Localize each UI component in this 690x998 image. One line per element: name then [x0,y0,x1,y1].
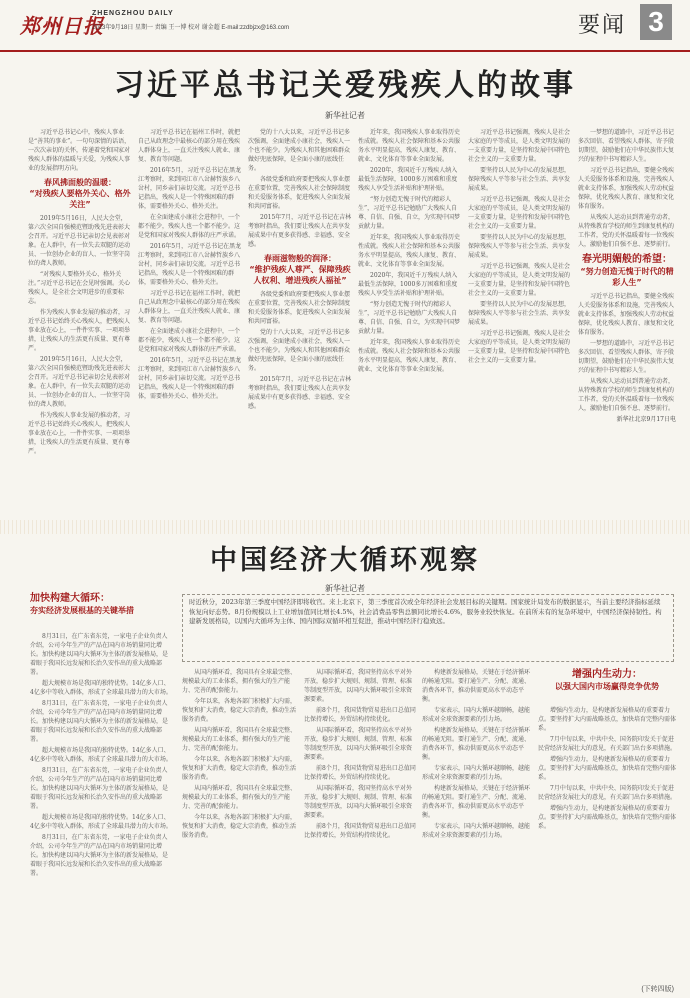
story1-column-2 [138,128,242,514]
paragraph: 一梦想的道路中，习近平总书记多次回信、看望残疾人群体，寄予殷切期望，鼓励他们在中华民族伟大复兴的征程中书写精彩人生。 [578,129,675,163]
paragraph: 前8个月，我国货物贸易进出口总值同比保持增长，外贸结构持续优化。 [304,823,416,839]
paragraph: 2016年5月，习近平总书记在黑龙江考察时，来到同江市八岔赫哲族乡八岔村，同乡亲们亲切交流。习近平总书记指出，残疾人是一个特殊困难的群体，需要格外关心、格外关注。 [138,357,242,400]
paragraph: 从国内循环看，我国具有全球最完整、规模最大的工业体系，拥有强大的生产能力、完善的配套能力。 [182,785,297,810]
paragraph: 构建新发展格局，关键在于经济循环的畅通无阻。要打通生产、分配、流通、消费各环节，推动供需更高水平动态平衡。 [422,669,531,703]
paragraph: 专家表示，国内大循环越顺畅，越能形成对全球资源要素的引力场。 [422,823,531,839]
story1-subhead-1: “对残疾人要格外关心、格外关注” [29,189,131,209]
paragraph: 习近平总书记指出，要健全残疾人关爱服务体系和设施，完善残疾人就业支持体系，加强残疾人劳动权益保障，优化残疾人教育、康复和文化体育服务。 [578,167,675,210]
story2-column-2 [182,668,298,982]
story2-column-5 [538,706,676,982]
story2-summary: 时近秋分，2023年第三季度中国经济即将收官。来上北京下，第三季度首次或全年经济社会发展目标的关键期。国家统计局发布的数据显示，当前主要经济指标延续恢复向好态势。8月份规模以上工业增加值同比增长4.5%，社会消费品零售总额同比增长4.6%，服务业较快恢复。在前所未有的复杂环境中，中国经济保持韧性。构建新发展格局，以国内大循环为主体、国内国际双循环相互促进，推动中国经济行稳致远。 [189,598,662,625]
paragraph: 2015年7月，习近平总书记在吉林考察时指出，我们要让残疾人在共享发展成果中有更多获得感、幸福感、安全感。 [248,376,352,410]
story1-column-4 [358,128,462,514]
paragraph: 在全面建成小康社会进程中，一个都不能少，残疾人也一个都不能少。这是党和国家对残疾人群体的庄严承诺。 [138,214,241,239]
paragraph: 8月31日，在广东省东莞，一家电子企业负责人介绍，公司今年生产的产品在国内市场销量同比增长。加快构建以国内大循环为主体的新发展格局，是着眼于我国长远发展和长治久安作出的重大战略部署。 [30,700,169,743]
paragraph: 党的十八大以来，习近平总书记多次强调，全面建成小康社会，残疾人一个也不能少。为残疾人和其他困难群众做好兜底保障，是全面小康的底线任务。 [248,329,351,372]
paragraph: 增强内生动力，是构建新发展格局的重要着力点。要坚持扩大内需战略基点，加快培育完整内需体系。 [538,756,676,781]
story2-subhead-2-box [538,668,676,704]
story2-subhead-1-box [30,592,176,628]
story1-column-3 [248,128,352,514]
paragraph: 从残疾人运动员到普通劳动者，从特殊教育学校的师生到康复机构的工作者，党的关怀温暖着每一位残疾人，激励他们自强不息、逐梦前行。 [578,378,675,412]
paragraph: 2016年5月，习近平总书记在黑龙江考察时，来到同江市八岔赫哲族乡八岔村，同乡亲们亲切交流。习近平总书记指出，残疾人是一个特殊困难的群体，需要格外关心、格外关注。 [138,243,242,286]
story1-subhead-2-pre: 春雨滋物般的润泽： [264,254,336,263]
paragraph: 要坚持以人民为中心的发展思想，保障残疾人平等参与社会生活、共享发展成果。 [468,167,571,192]
section-divider [0,520,690,534]
masthead [0,0,690,52]
paragraph: “努力创造无愧于时代的精彩人生”，习近平总书记勉励广大残疾人自尊、自信、自强、自立，为实现中国梦贡献力量。 [358,196,461,230]
paragraph: 习近平总书记心中，残疾人事业是“善其的事业”。一句句深情的话语，一次次亲切的关怀，传递着党和国家对残疾人群体的温暖与关爱，为残疾人事业的发展指明方向。 [28,129,131,172]
paragraph: 增强内生动力，是构建新发展格局的重要着力点。要坚持扩大内需战略基点，加快培育完整内需体系。 [538,707,676,732]
story2-subhead-1: 夯实经济发展根基的关键举措 [30,606,134,615]
paragraph: 习近平总书记在福州工作时，就把自己从政理念中最核心的部分用在残疾人群体身上，一直关注残疾人就业、康复、教育等问题。 [138,290,241,324]
story1-column-1 [28,128,132,514]
paragraph: 各级党委和政府要把残疾人事业摆在重要位置，完善残疾人社会保障制度和关爱服务体系，促进残疾人全面发展和共同富裕。 [248,291,351,325]
paragraph: 从国际循环看，我国坚持高水平对外开放，稳步扩大规则、规制、管理、标准等制度型开放，以国内大循环吸引全球资源要素。 [304,727,413,761]
paragraph: 在全面建成小康社会进程中，一个都不能少，残疾人也一个都不能少。这是党和国家对残疾人群体的庄严承诺。 [138,328,241,353]
paragraph: 一梦想的道路中，习近平总书记多次回信、看望残疾人群体，寄予殷切期望，鼓励他们在中华民族伟大复兴的征程中书写精彩人生。 [578,340,675,374]
newspaper-logo: 郑州日报 [20,14,104,38]
paragraph: 作为残疾人事业发展的推动者，习近平总书记始终关心残疾人，把残疾人事业放在心上，一件件实事、一项项举措，让残疾人的生活更有质量、更有尊严。 [28,309,131,352]
paragraph: 从国内循环看，我国具有全球最完整、规模最大的工业体系，拥有强大的生产能力、完善的配套能力。 [182,727,297,752]
paragraph: 7月中旬以来，中共中央、国务院印发关于促进民营经济发展壮大的意见，有关部门出台多项措施。 [538,736,676,752]
paragraph: 今年以来，各地各部门积极扩大内需，恢复和扩大消费，稳定大宗消费，推动生活服务消费。 [182,756,297,781]
story2-subhead-2-pre: 增强内生动力： [572,669,642,680]
paragraph: 近年来，我国残疾人事业取得历史性成就。残疾人社会保障和基本公共服务水平明显提高，残疾人康复、教育、就业、文化体育等事业全面发展。 [358,129,461,163]
newspaper-english-name: ZHENGZHOU DAILY [92,10,174,17]
paragraph: 2016年5月，习近平总书记在黑龙江考察时，来到同江市八岔赫哲族乡八岔村，同乡亲们亲切交流。习近平总书记指出，残疾人是一个特殊困难的群体，需要格外关心、格外关注。 [138,167,242,210]
story2-headline: 中国经济大循环观察 [210,545,480,576]
paragraph: 8月31日，在广东省东莞，一家电子企业负责人介绍，公司今年生产的产品在国内市场销量同比增长。加快构建以国内大循环为主体的新发展格局，是着眼于我国长远发展和长治久安作出的重大战略部署。 [30,767,169,810]
paragraph: 超大规模市场是我国的独特优势。14亿多人口、4亿多中等收入群体，形成了全球最具潜力的大市场。 [30,680,172,696]
paragraph: 2019年5月16日，人民大会堂，第六次全国自强模范暨助残先进表彰大会召开。习近平总书记亲切会见表彰对象。在人群中，有一位失去双腿的运动员、一位创办企业的盲人、一位坚守岗位的聋人教师。 [28,215,131,267]
paragraph: 习近平总书记强调，残疾人是社会大家庭的平等成员，是人类文明发展的一支重要力量，是坚持和发展中国特色社会主义的一支重要力量。 [468,129,571,163]
story2-column-4 [422,668,532,982]
story1-subhead-1-pre: 春风拂面般的温暖： [44,178,116,187]
paragraph: 从国内循环看，我国具有全球最完整、规模最大的工业体系，拥有强大的生产能力、完善的配套能力。 [182,669,297,694]
paragraph: 增强内生动力，是构建新发展格局的重要着力点。要坚持扩大内需战略基点，加快培育完整内需体系。 [538,805,676,830]
story2-summary-box [182,594,674,662]
paragraph: 7月中旬以来，中共中央、国务院印发关于促进民营经济发展壮大的意见，有关部门出台多项措施。 [538,785,676,801]
story1-subhead-3: “努力创造无愧于时代的精彩人生” [580,267,674,287]
page-number: 3 [640,4,672,40]
paragraph: 近年来，我国残疾人事业取得历史性成就。残疾人社会保障和基本公共服务水平明显提高，残疾人康复、教育、就业、文化体育等事业全面发展。 [358,234,461,268]
paragraph: 要坚持以人民为中心的发展思想，保障残疾人平等参与社会生活、共享发展成果。 [468,234,571,259]
story1-subhead-2: “维护残疾人尊严、保障残疾人权利、增进残疾人福祉” [249,265,351,285]
continued-notice: (下转四版) [641,986,674,993]
paragraph: 专家表示，国内大循环越顺畅，越能形成对全球资源要素的引力场。 [422,707,531,723]
story1-headline: 习近平总书记关爱残疾人的故事 [114,68,576,103]
story2-subhead-1-pre: 加快构建大循环： [30,593,110,604]
paragraph: 今年以来，各地各部门积极扩大内需，恢复和扩大消费，稳定大宗消费，推动生活服务消费。 [182,814,297,839]
paragraph: “对残疾人要格外关心、格外关注。”习近平总书记在会见时强调。关心残疾人，是全社会文明进步的重要标志。 [28,271,131,305]
story2-subhead-2: 以强大国内市场赢得竞争优势 [555,682,659,691]
story2-byline: 新华社记者 [325,584,365,593]
paragraph: “努力创造无愧于时代的精彩人生”，习近平总书记勉励广大残疾人自尊、自信、自强、自立，为实现中国梦贡献力量。 [358,301,461,335]
paragraph: 8月31日，在广东省东莞，一家电子企业负责人介绍，公司今年生产的产品在国内市场销量同比增长。加快构建以国内大循环为主体的新发展格局，是着眼于我国长远发展和长治久安作出的重大战略部署。 [30,633,169,676]
story1-column-6 [578,128,676,516]
paragraph: 2019年5月16日，人民大会堂，第六次全国自强模范暨助残先进表彰大会召开。习近平总书记亲切会见表彰对象。在人群中，有一位失去双腿的运动员、一位创办企业的盲人、一位坚守岗位的聋人教师。 [28,356,131,408]
paragraph: 从国际循环看，我国坚持高水平对外开放，稳步扩大规则、规制、管理、标准等制度型开放，以国内大循环吸引全球资源要素。 [304,669,413,703]
paragraph: 习近平总书记强调，残疾人是社会大家庭的平等成员，是人类文明发展的一支重要力量，是坚持和发展中国特色社会主义的一支重要力量。 [468,196,571,230]
story1-subhead-3-pre: 春光明媚般的希望： [582,254,672,265]
paragraph: 2015年7月，习近平总书记在吉林考察时指出，我们要让残疾人在共享发展成果中有更多获得感、幸福感、安全感。 [248,214,352,248]
paragraph: 超大规模市场是我国的独特优势。14亿多人口、4亿多中等收入群体，形成了全球最具潜力的大市场。 [30,747,172,763]
paragraph: 近年来，我国残疾人事业取得历史性成就。残疾人社会保障和基本公共服务水平明显提高，残疾人康复、教育、就业、文化体育等事业全面发展。 [358,339,461,373]
paragraph: 前8个月，我国货物贸易进出口总值同比保持增长，外贸结构持续优化。 [304,707,416,723]
section-name: 要闻 [578,13,627,38]
paragraph: 党的十八大以来，习近平总书记多次强调，全面建成小康社会，残疾人一个也不能少。为残疾人和其他困难群众做好兜底保障，是全面小康的底线任务。 [248,129,351,172]
dateline: 2023年9月18日 星期一 责编 王一博 校对 谢金超 E-mail:zzdbjzx@163.com [92,25,290,31]
paragraph: 8月31日，在广东省东莞，一家电子企业负责人介绍，公司今年生产的产品在国内市场销量同比增长。加快构建以国内大循环为主体的新发展格局，是着眼于我国长远发展和长治久安作出的重大战略部署。 [30,834,169,877]
paragraph: 构建新发展格局，关键在于经济循环的畅通无阻。要打通生产、分配、流通、消费各环节，推动供需更高水平动态平衡。 [422,727,531,761]
paragraph: 前8个月，我国货物贸易进出口总值同比保持增长，外贸结构持续优化。 [304,765,416,781]
paragraph: 超大规模市场是我国的独特优势。14亿多人口、4亿多中等收入群体，形成了全球最具潜力的大市场。 [30,814,172,830]
story2-column-3 [304,668,416,982]
story1-byline: 新华社记者 [325,111,365,120]
paragraph: 从国际循环看，我国坚持高水平对外开放，稳步扩大规则、规制、管理、标准等制度型开放，以国内大循环吸引全球资源要素。 [304,785,413,819]
paragraph: 习近平总书记强调，残疾人是社会大家庭的平等成员，是人类文明发展的一支重要力量，是坚持和发展中国特色社会主义的一支重要力量。 [468,263,571,297]
story1-column-5 [468,128,572,514]
paragraph: 2020年，我国近千万残疾人纳入最低生活保障，1000多万困难和重度残疾人享受生活补贴和护理补贴。 [358,167,458,192]
paragraph: 今年以来，各地各部门积极扩大内需，恢复和扩大消费，稳定大宗消费，推动生活服务消费。 [182,698,297,723]
paragraph: 作为残疾人事业发展的推动者，习近平总书记始终关心残疾人，把残疾人事业放在心上，一件件实事、一项项举措，让残疾人的生活更有质量、更有尊严。 [28,412,131,455]
paragraph: 2020年，我国近千万残疾人纳入最低生活保障，1000多万困难和重度残疾人享受生活补贴和护理补贴。 [358,272,458,297]
paragraph: 专家表示，国内大循环越顺畅，越能形成对全球资源要素的引力场。 [422,765,531,781]
story1-credit: 新华社北京9月17日电 [616,416,676,423]
story2-column-1 [30,632,172,982]
paragraph: 习近平总书记指出，要健全残疾人关爱服务体系和设施，完善残疾人就业支持体系，加强残疾人劳动权益保障，优化残疾人教育、康复和文化体育服务。 [578,293,675,336]
paragraph: 习近平总书记在福州工作时，就把自己从政理念中最核心的部分用在残疾人群体身上，一直关注残疾人就业、康复、教育等问题。 [138,129,241,163]
paragraph: 从残疾人运动员到普通劳动者，从特殊教育学校的师生到康复机构的工作者，党的关怀温暖着每一位残疾人，激励他们自强不息、逐梦前行。 [578,214,675,248]
paragraph: 各级党委和政府要把残疾人事业摆在重要位置，完善残疾人社会保障制度和关爱服务体系，促进残疾人全面发展和共同富裕。 [248,176,351,210]
paragraph: 要坚持以人民为中心的发展思想，保障残疾人平等参与社会生活、共享发展成果。 [468,301,571,326]
paragraph: 习近平总书记强调，残疾人是社会大家庭的平等成员，是人类文明发展的一支重要力量，是坚持和发展中国特色社会主义的一支重要力量。 [468,330,571,364]
paragraph: 构建新发展格局，关键在于经济循环的畅通无阻。要打通生产、分配、流通、消费各环节，推动供需更高水平动态平衡。 [422,785,531,819]
